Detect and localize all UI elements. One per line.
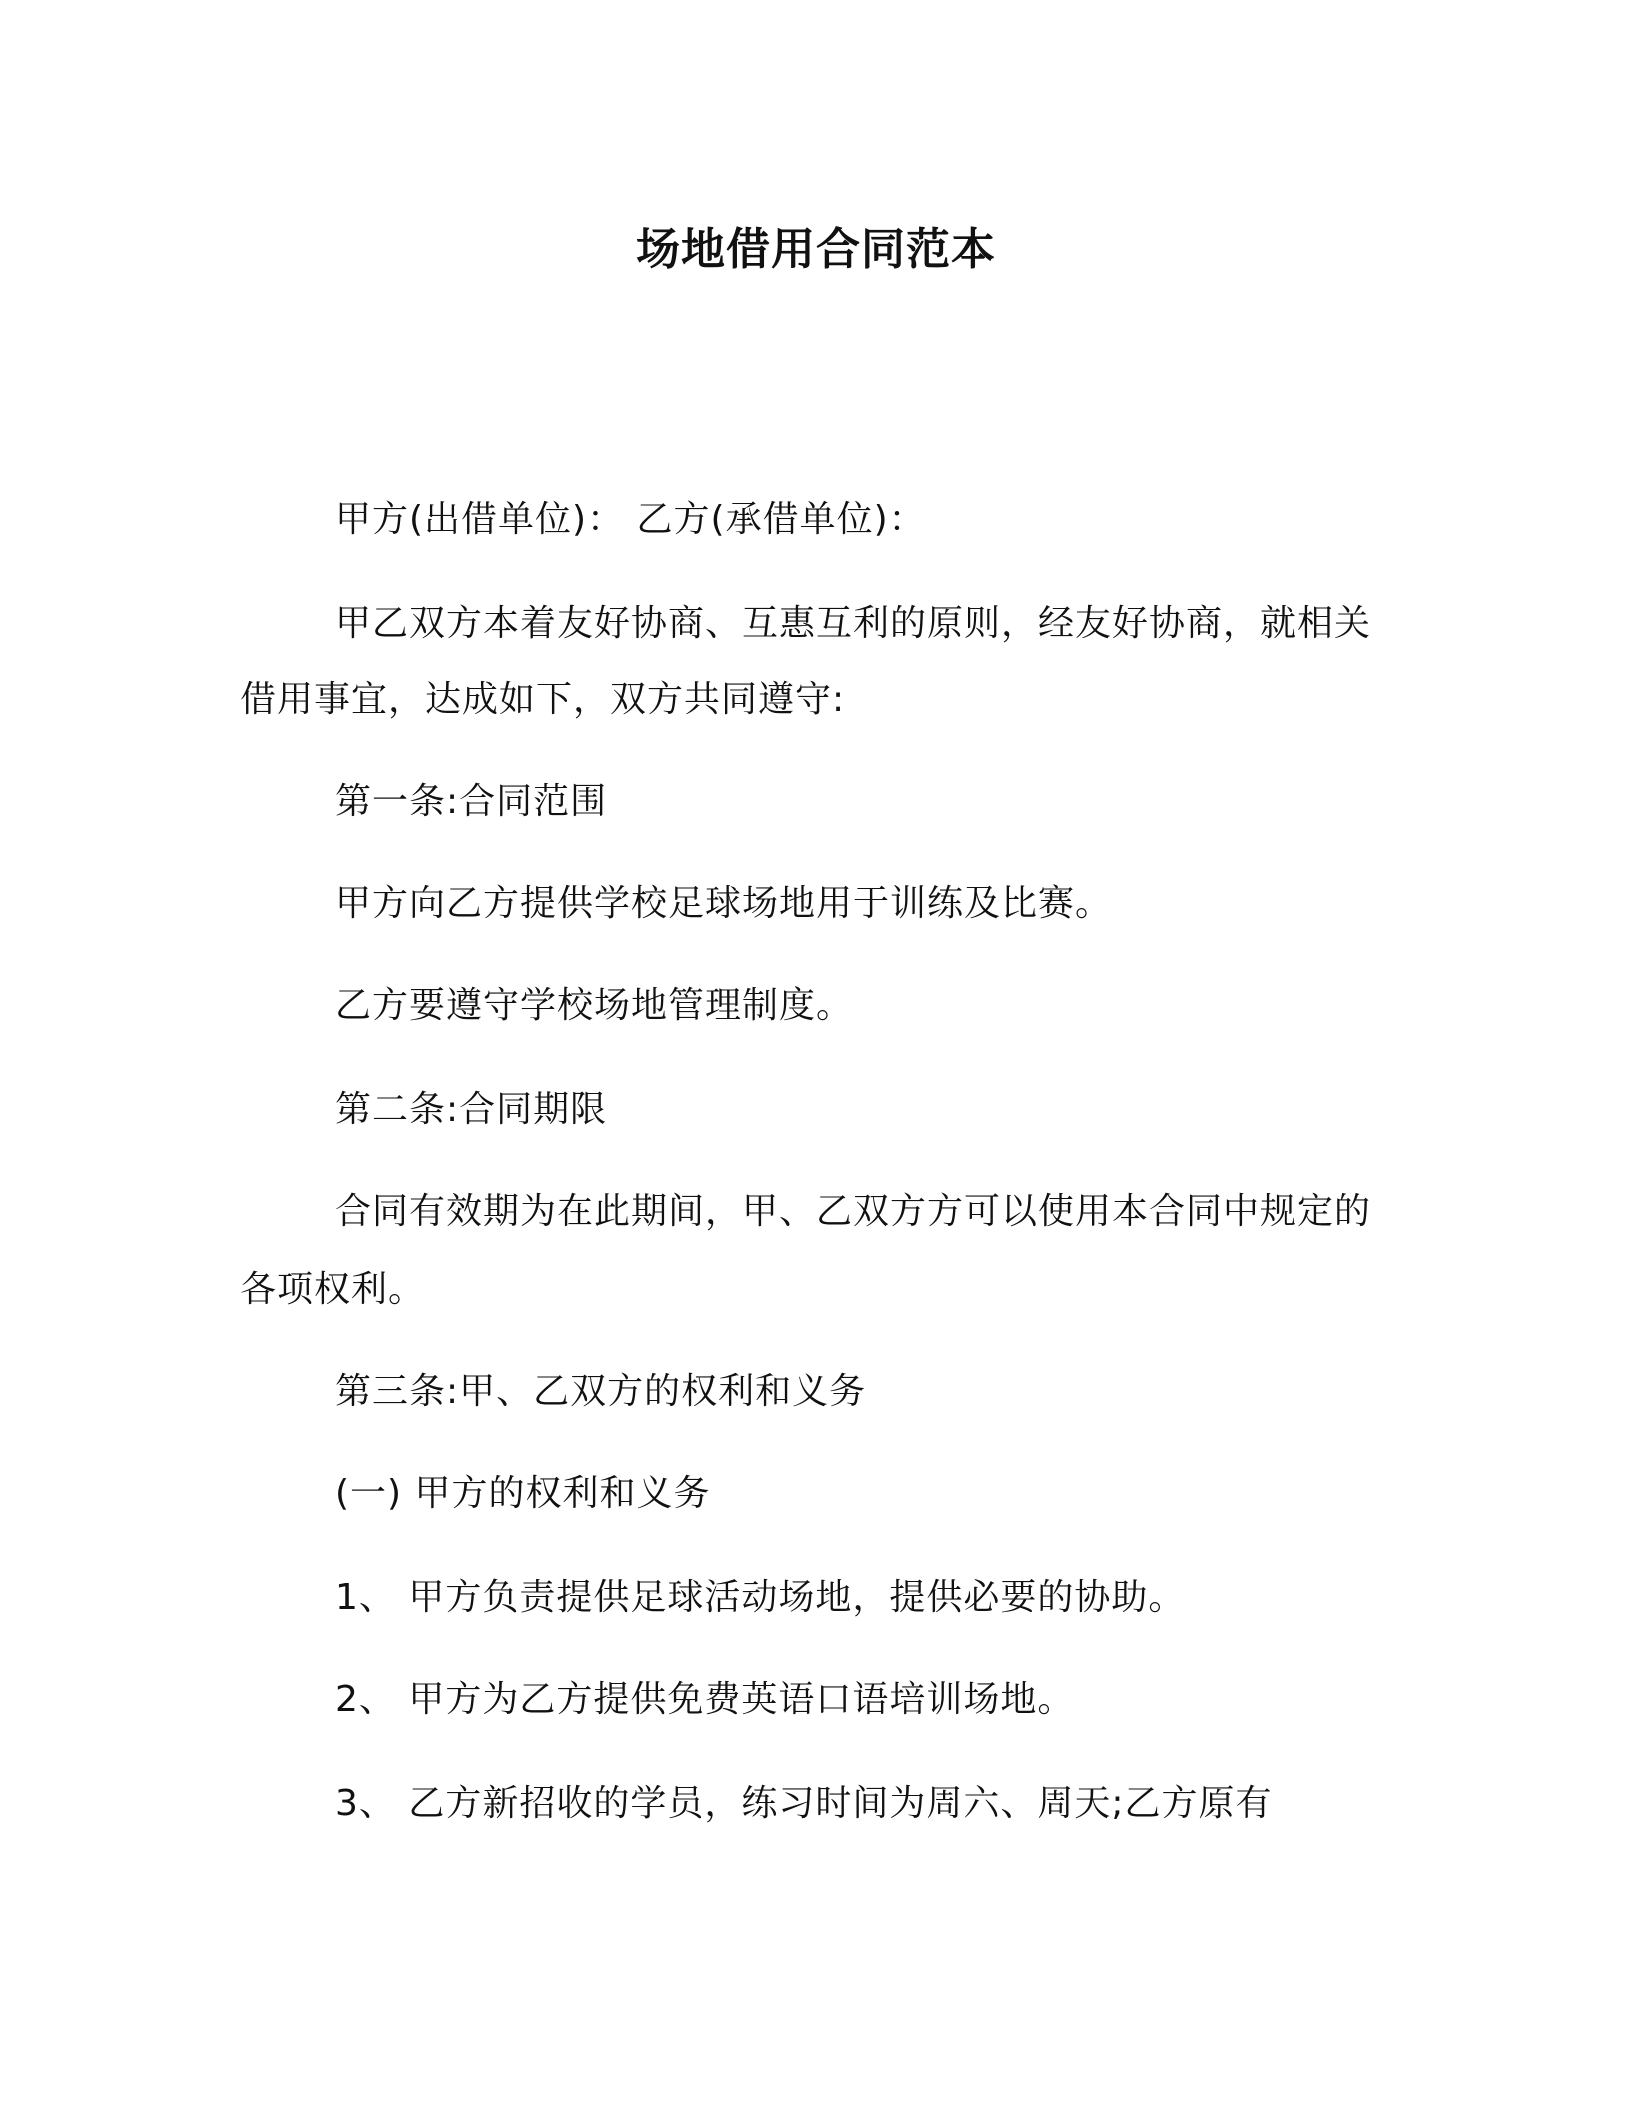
article-2-heading: 第二条:合同期限 <box>335 1089 608 1130</box>
list-item-3: 3、 乙方新招收的学员，练习时间为周六、周天;乙方原有 <box>335 1783 1273 1824</box>
parties-line: 甲方(出借单位)： 乙方(承借单位)： <box>335 499 926 540</box>
section-party-a-heading: (一) 甲方的权利和义务 <box>335 1473 711 1514</box>
paragraph-article-2-line-2: 各项权利。 <box>240 1269 426 1310</box>
paragraph-article-1-b: 乙方要遵守学校场地管理制度。 <box>335 985 854 1026</box>
list-item-1: 1、 甲方负责提供足球活动场地，提供必要的协助。 <box>335 1577 1186 1618</box>
article-3-heading: 第三条:甲、乙双方的权利和义务 <box>335 1371 867 1412</box>
list-item-2: 2、 甲方为乙方提供免费英语口语培训场地。 <box>335 1679 1075 1720</box>
paragraph-article-1-a: 甲方向乙方提供学校足球场地用于训练及比赛。 <box>335 883 1113 924</box>
article-1-heading: 第一条:合同范围 <box>335 781 608 822</box>
page-title: 场地借用合同范本 <box>636 224 996 275</box>
paragraph-intro-line-1: 甲乙双方本着友好协商、互惠互利的原则，经友好协商，就相关 <box>335 603 1372 644</box>
paragraph-article-2-line-1: 合同有效期为在此期间，甲、乙双方方可以使用本合同中规定的 <box>335 1191 1372 1232</box>
paragraph-intro-line-2: 借用事宜，达成如下，双方共同遵守: <box>240 679 846 720</box>
